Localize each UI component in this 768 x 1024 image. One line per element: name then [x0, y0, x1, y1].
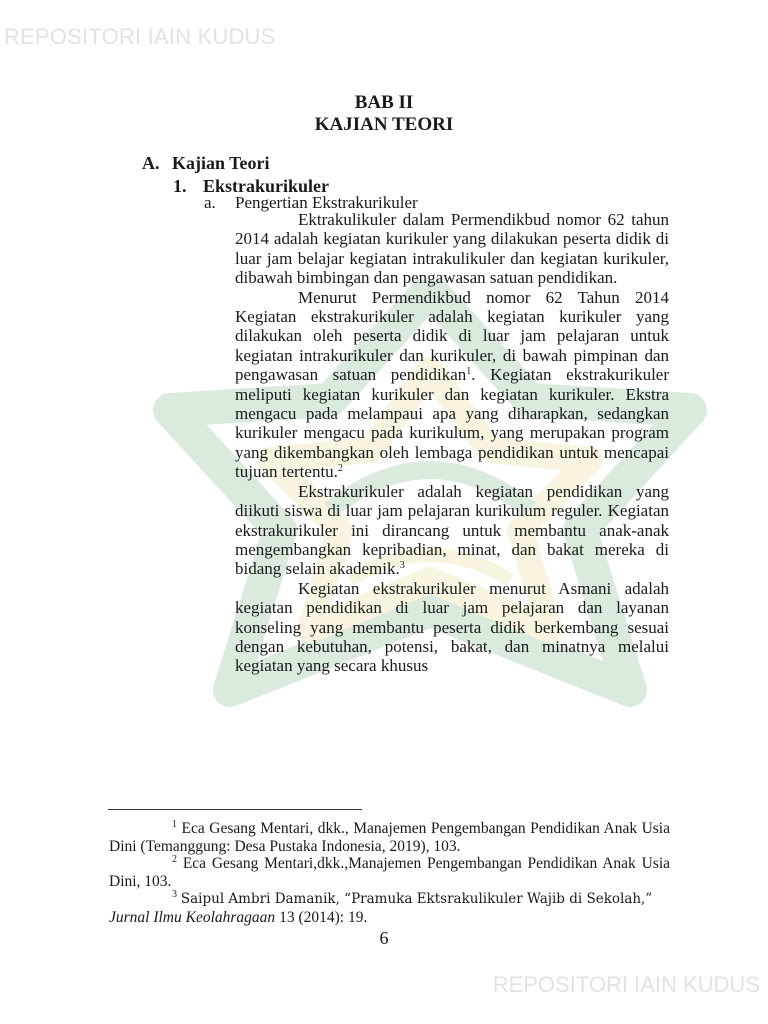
chapter-number: BAB II [354, 92, 414, 113]
paragraph: Ekstrakurikuler adalah kegiatan pendidikan yang diikuti siswa di luar jam pelajaran kurikulum reguler. Kegiatan ekstrakurikuler ini dirancang untuk membantu anak-anak mengembangkan kepribadian, minat, dan bakat mereka di bidang selain akademik.$^3$ [235, 481, 669, 579]
repository-watermark-bottom: REPOSITORI IAIN KUDUS [492, 972, 760, 997]
section-heading [142, 153, 270, 174]
footnote-ref: 2 [337, 463, 343, 475]
footnote-divider [108, 809, 362, 810]
paragraph: Ektrakulikuler dalam Permendikbud nomor 62 tahun 2014 adalah kegiatan kurikuler yang dilakukan peserta didik di luar jam belajar kegiatan intrakulikuler dan kegiatan kurikuler, dibawah bimbingan dan pengawasan satuan pendidikan. [235, 210, 669, 288]
section-title: Kajian Teori [172, 153, 270, 173]
point-marker: a. [204, 193, 216, 212]
footnotes [109, 820, 670, 927]
page-number: 6 [379, 928, 389, 948]
paragraph: Menurut Permendikbud nomor 62 Tahun 2014 Kegiatan ekstrakurikuler adalah kegiatan kurikuler yang dilakukan oleh peserta didik di luar jam pelajaran untuk kegiatan intrakurikuler dan kurikuler, di bawah pimpinan dan pengawasan satuan pendidikan$^1$. Kegiatan ekstrakurikuler meliputi kegiatan kurikuler dan kegiatan kurikuler. Ekstra mengacu pada melampaui apa yang diharapkan, sedangkan kurikuler mengacu pada kurikulum, yang merupakan program yang dikembangkan oleh lembaga pendidikan untuk mencapai tujuan tertentu.$^2$ [235, 287, 669, 482]
body-text [235, 210, 669, 676]
subsection-title: Ekstrakurikuler [203, 176, 330, 196]
footnote-ref: 3 [399, 560, 405, 572]
repository-watermark-top: REPOSITORI IAIN KUDUS [4, 24, 276, 49]
paragraph: Kegiatan ekstrakurikuler menurut Asmani adalah kegiatan pendidikan di luar jam pelajaran dan layanan konseling yang membantu peserta didik berkembang sesuai dengan kebutuhan, potensi, bakat, dan minatnya melalui kegiatan yang secara khusus [235, 578, 669, 676]
journal-title: Jurnal Ilmu Keolahragaan [109, 908, 276, 926]
footnote: $^1$ Eca Gesang Mentari, dkk., Manajemen Pengembangan Pendidikan Anak Usia Dini (Temanggung: Desa Pustaka Indonesia, 2019), 103. [109, 819, 670, 855]
footnote: $^3$ Saipul Ambri Damanik, “Pramuka Ektsrakulikuler Wajib di Sekolah,” Jurnal Ilmu Keolahragaan 13 (2014): 19. [109, 889, 653, 926]
footnote-ref: 1 [466, 366, 472, 378]
footnote: $^2$ Eca Gesang Mentari,dkk.,Manajemen Pengembangan Pendidikan Anak Usia Dini, 103. [109, 854, 671, 890]
point-title: Pengertian Ekstrakurikuler [235, 193, 418, 212]
section-marker: A. [142, 153, 160, 173]
subsection-marker: 1. [173, 176, 187, 196]
chapter-title: KAJIAN TEORI [314, 114, 454, 135]
